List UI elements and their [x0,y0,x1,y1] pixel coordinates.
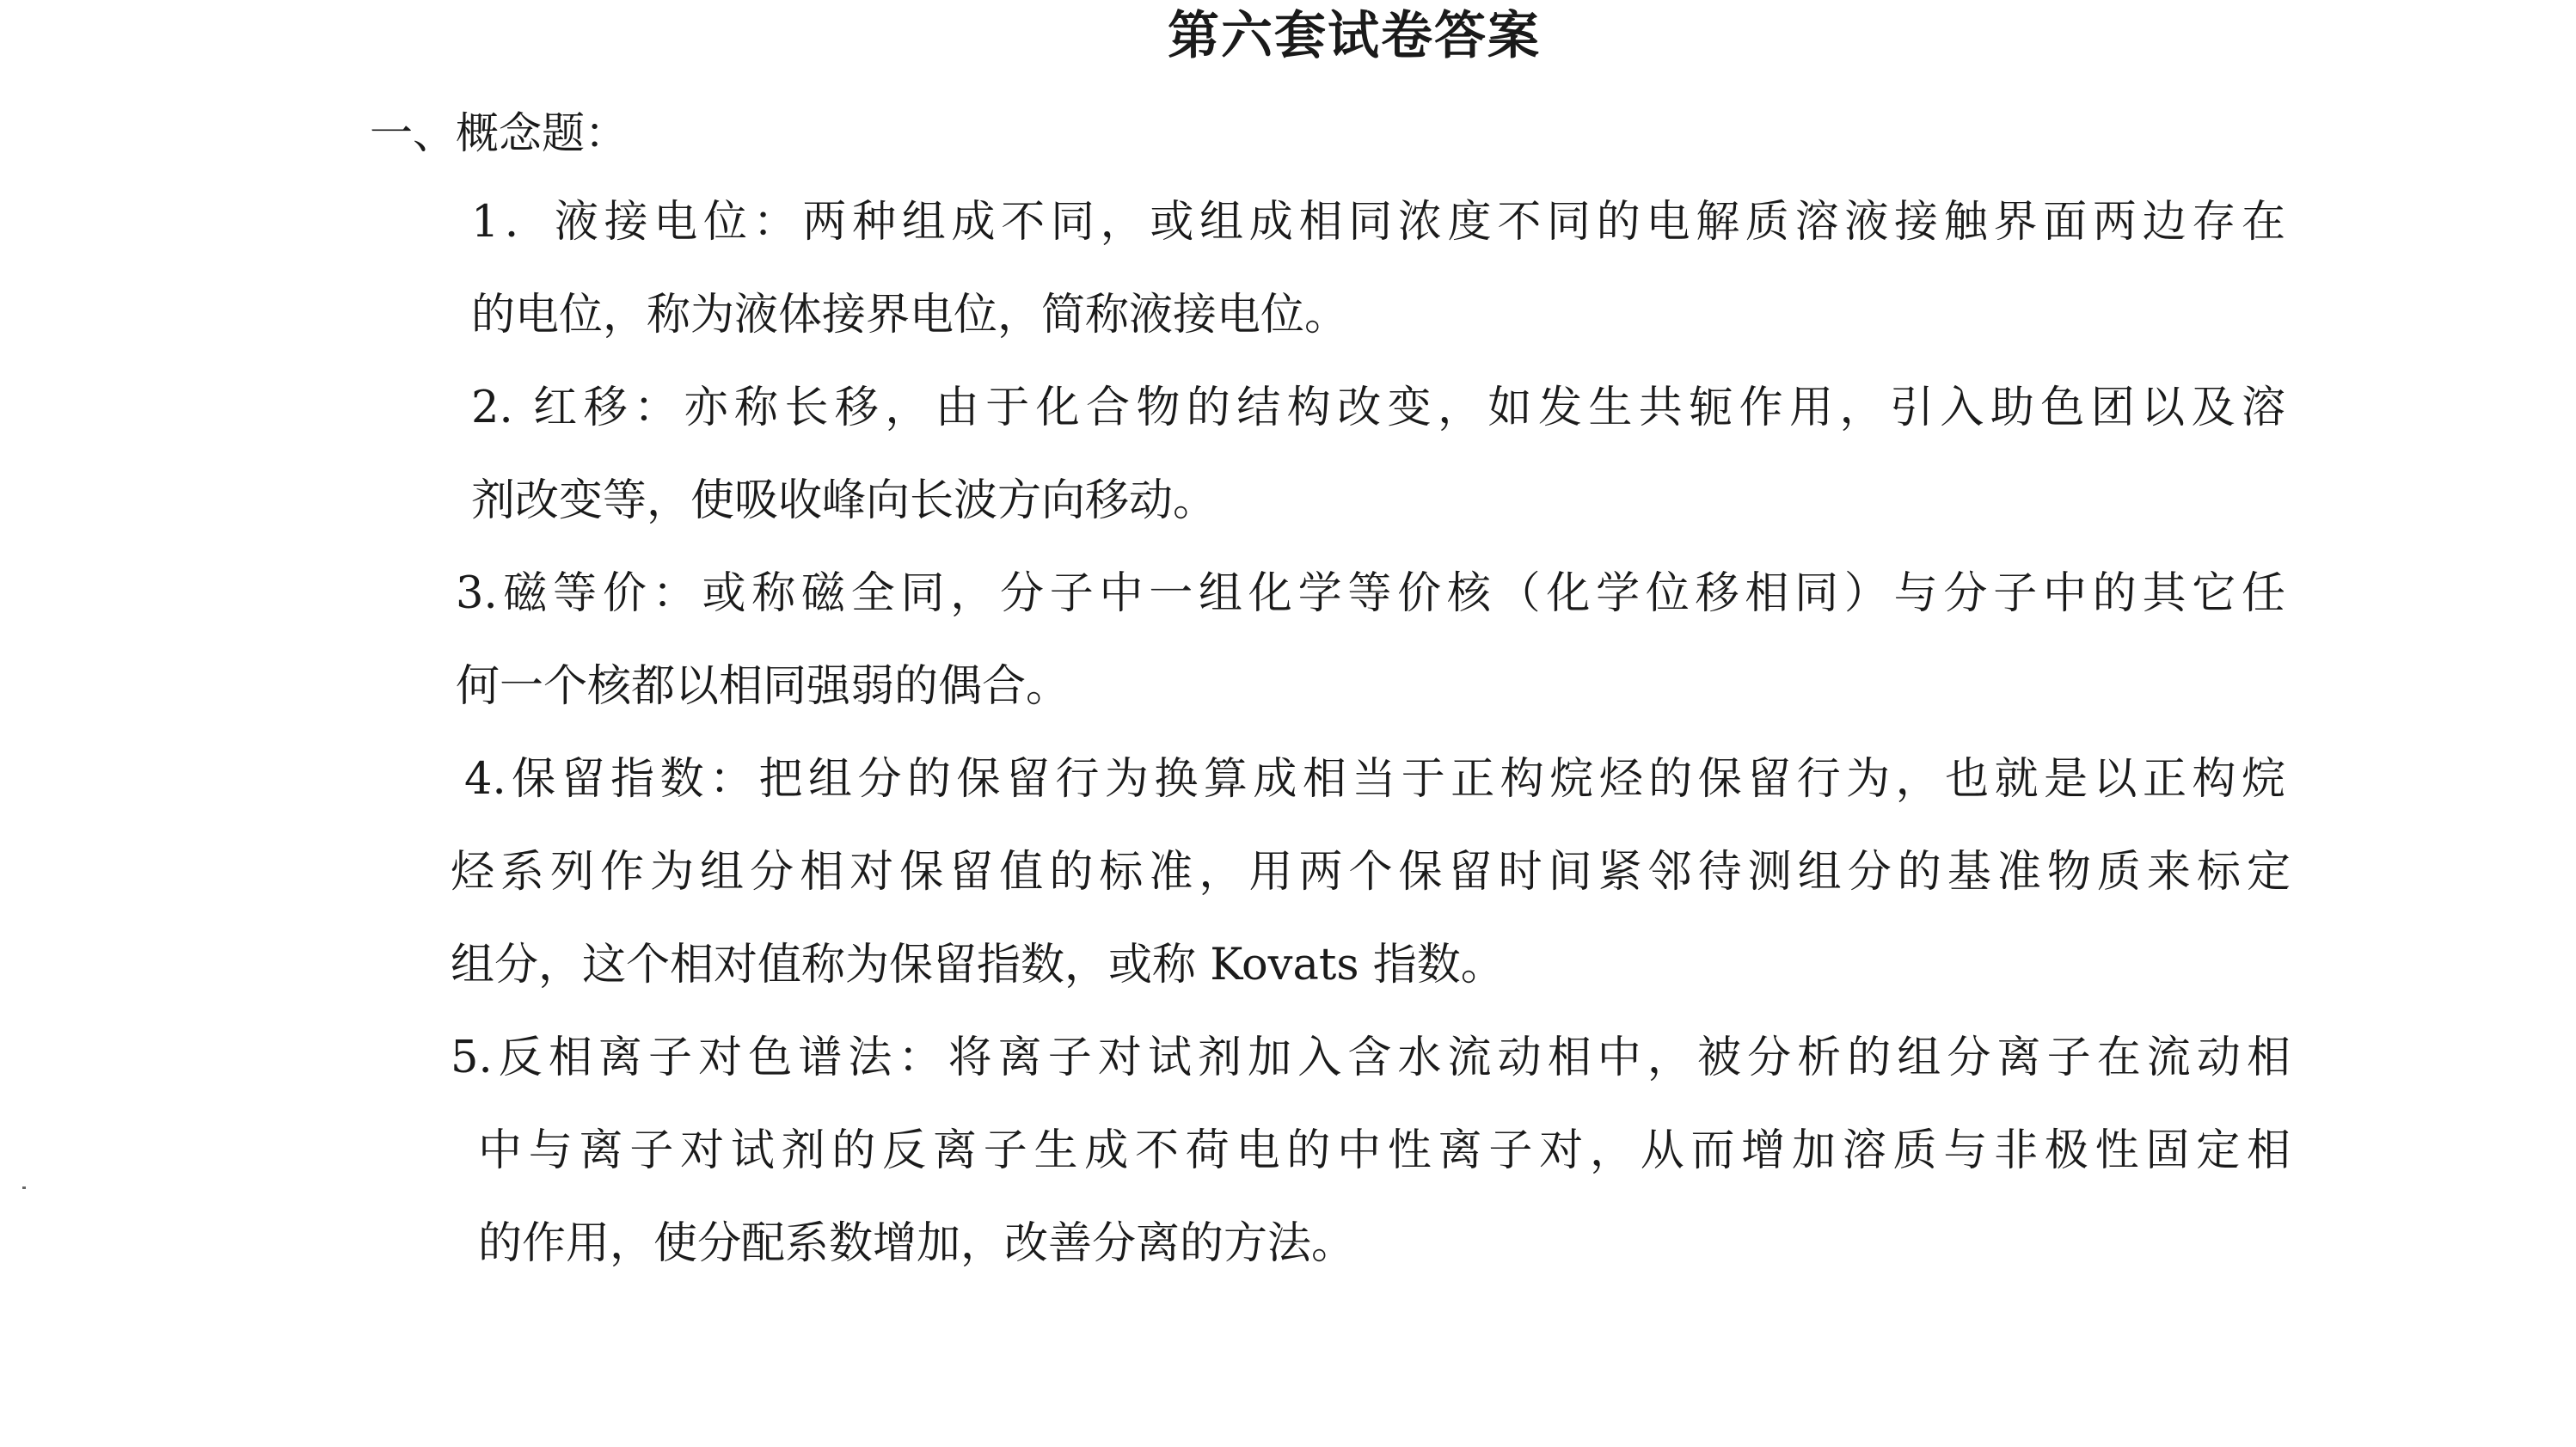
item-4-line-3: 组分，这个相对值称为保留指数，或称 Kovats 指数。 [451,940,1505,990]
item-4-line-1: 4.保留指数：把组分的保留行为换算成相当于正构烷烃的保留行为，也就是以正构烷 [464,754,2285,805]
item-5-line-2: 中与离子对试剂的反离子生成不荷电的中性离子对，从而增加溶质与非极性固定相 [478,1125,2291,1176]
item-1-line-2: 的电位，称为液体接界电位，简称液接电位。 [471,290,1349,340]
item-5-line-3: 的作用，使分配系数增加，改善分离的方法。 [478,1218,1356,1269]
item-5-line-1: 5.反相离子对色谱法：将离子对试剂加入含水流动相中，被分析的组分离子在流动相 [451,1033,2291,1083]
item-3-line-1: 3.磁等价：或称磁全同，分子中一组化学等价核（化学位移相同）与分子中的其它任 [456,568,2285,619]
item-1-line-1: 1．液接电位：两种组成不同，或组成相同浓度不同的电解质溶液接触界面两边存在 [471,197,2285,248]
section-heading: 一、概念题： [370,108,628,158]
item-2-line-1: 2. 红移：亦称长移，由于化合物的结构改变，如发生共轭作用，引入助色团以及溶 [471,383,2285,433]
item-2-line-2: 剂改变等，使吸收峰向长波方向移动。 [471,475,1217,526]
item-3-line-2: 何一个核都以相同强弱的偶合。 [456,661,1070,712]
scan-speck [22,1186,26,1189]
item-4-line-2: 烃系列作为组分相对保留值的标准，用两个保留时间紧邻待测组分的基准物质来标定 [451,847,2291,898]
page-title: 第六套试卷答案 [1168,6,1541,66]
